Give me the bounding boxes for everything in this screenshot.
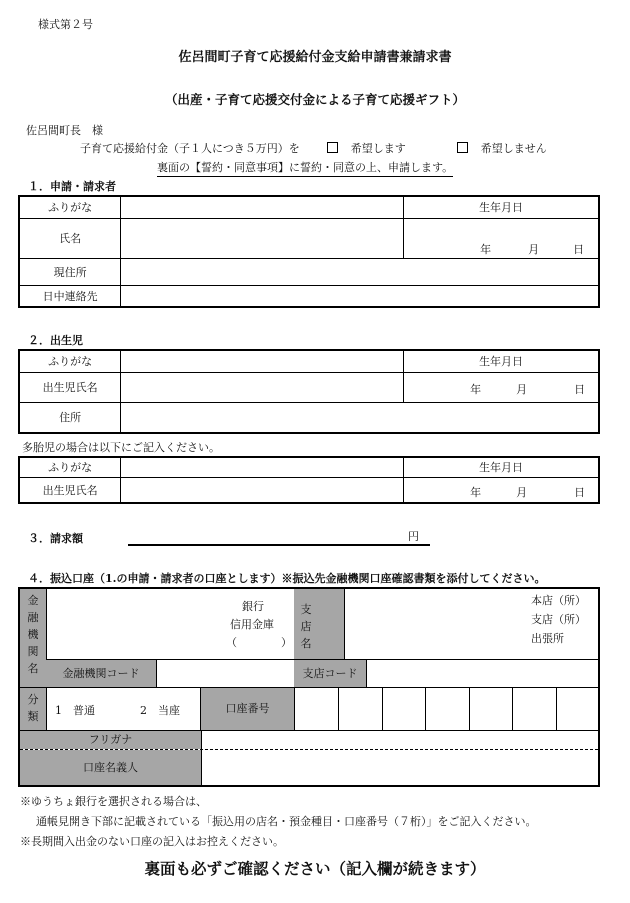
section1-heading: １．申請・請求者 bbox=[28, 180, 116, 193]
wish-yes-checkbox[interactable] bbox=[327, 142, 338, 153]
holder-kana-field[interactable] bbox=[202, 731, 598, 749]
section2-heading: ２．出生児 bbox=[28, 334, 83, 347]
bank-type-shinkin: 信用金庫 bbox=[230, 618, 274, 631]
applicant-address-field[interactable] bbox=[121, 258, 599, 285]
multi-birth-day: 日 bbox=[574, 485, 586, 499]
request-text: 子育て応援給付金（子１人につき５万円）を bbox=[80, 142, 300, 155]
applicant-name-label: 氏名 bbox=[19, 218, 121, 258]
branch-code-field[interactable] bbox=[367, 660, 598, 687]
applicant-contact-label: 日中連絡先 bbox=[19, 285, 121, 307]
digit-divider bbox=[512, 688, 513, 730]
branch-name-label bbox=[294, 589, 345, 659]
branch-name-field[interactable] bbox=[344, 589, 598, 659]
holder-kana-label: フリガナ bbox=[20, 731, 202, 749]
digit-divider bbox=[425, 688, 426, 730]
claim-amount-field[interactable] bbox=[128, 527, 430, 546]
multiple-birth-note: 多胎児の場合は以下にご記入ください。 bbox=[22, 441, 220, 454]
branch-label-char: 支 bbox=[300, 603, 312, 616]
multi-furigana-label: ふりがな bbox=[19, 457, 121, 477]
bank-account-table bbox=[18, 587, 600, 787]
applicant-table bbox=[18, 195, 600, 308]
applicant-name-input[interactable] bbox=[121, 232, 403, 245]
digit-divider bbox=[469, 688, 470, 730]
applicant-furigana-field[interactable] bbox=[121, 196, 404, 218]
applicant-birth-month: 月 bbox=[528, 242, 540, 256]
multi-birth-month: 月 bbox=[516, 485, 528, 499]
bank-type-paren: （ ） bbox=[226, 636, 292, 649]
section4-heading: ４．振込口座（1.の申請・請求者の口座とします）※振込先金融機関口座確認書類を添付してください。 bbox=[28, 572, 546, 585]
applicant-furigana-label: ふりがな bbox=[19, 196, 121, 218]
account-type-label bbox=[20, 688, 47, 730]
footer-notice: 裏面も必ずご確認ください（記入欄が続きます） bbox=[144, 859, 486, 878]
holder-name-field[interactable] bbox=[202, 750, 598, 785]
bank-name-label bbox=[20, 589, 47, 687]
child-address-label: 住所 bbox=[19, 402, 121, 433]
applicant-birth-field[interactable] bbox=[404, 218, 599, 258]
applicant-contact-field[interactable] bbox=[121, 285, 599, 307]
multi-furigana-field[interactable] bbox=[121, 457, 404, 477]
branch-label-char: 店 bbox=[300, 620, 312, 633]
applicant-name-field[interactable] bbox=[121, 218, 404, 258]
applicant-birth-label: 生年月日 bbox=[404, 196, 599, 218]
child-birth-day: 日 bbox=[574, 382, 586, 396]
applicant-contact-input[interactable] bbox=[121, 289, 598, 302]
type-label-char: 分 bbox=[27, 693, 39, 706]
page-title: 佐呂間町子育て応援給付金支給申請書兼請求書 bbox=[178, 50, 452, 65]
branch-type-main: 本店（所） bbox=[531, 594, 586, 607]
account-number-label: 口座番号 bbox=[201, 688, 295, 730]
multi-furigana-input[interactable] bbox=[121, 461, 403, 474]
bank-label-char: 関 bbox=[27, 645, 39, 658]
applicant-birth-year: 年 bbox=[480, 242, 492, 256]
child-furigana-input[interactable] bbox=[121, 355, 403, 368]
child-address-field[interactable] bbox=[121, 402, 599, 433]
multi-birth-field[interactable] bbox=[404, 477, 599, 503]
digit-divider bbox=[556, 688, 557, 730]
child-address-input[interactable] bbox=[121, 411, 598, 424]
request-line bbox=[80, 140, 547, 156]
account-type-field[interactable] bbox=[46, 688, 201, 730]
digit-divider bbox=[382, 688, 383, 730]
child-birth-label: 生年月日 bbox=[404, 350, 599, 372]
section3-heading: ３．請求額 bbox=[28, 532, 83, 545]
child-birth-field[interactable] bbox=[404, 372, 599, 402]
child-table bbox=[18, 349, 600, 434]
bank-name-field[interactable] bbox=[46, 589, 295, 659]
multiple-child-table bbox=[18, 456, 600, 504]
wish-no-checkbox[interactable] bbox=[457, 142, 468, 153]
branch-type-office: 出張所 bbox=[531, 632, 564, 645]
type-label-char: 類 bbox=[27, 710, 39, 723]
digit-divider bbox=[338, 688, 339, 730]
wish-no-label: 希望しません bbox=[480, 142, 547, 155]
applicant-birth-day: 日 bbox=[573, 242, 585, 256]
multi-name-input[interactable] bbox=[121, 483, 403, 496]
multi-name-field[interactable] bbox=[121, 477, 404, 503]
bank-type-bank: 銀行 bbox=[242, 600, 264, 613]
child-furigana-field[interactable] bbox=[121, 350, 404, 372]
applicant-address-input[interactable] bbox=[121, 265, 598, 278]
child-furigana-label: ふりがな bbox=[19, 350, 121, 372]
form-number: 様式第２号 bbox=[38, 18, 93, 31]
addressee: 佐呂間町長 様 bbox=[26, 124, 103, 137]
branch-type-branch: 支店（所） bbox=[531, 613, 586, 626]
multi-birth-label: 生年月日 bbox=[404, 457, 599, 477]
bank-code-field[interactable] bbox=[157, 660, 295, 687]
type-normal-option[interactable]: 1 普通 bbox=[55, 704, 95, 717]
bank-code-label: 金融機関コード bbox=[46, 660, 157, 687]
branch-label-char: 名 bbox=[300, 637, 312, 650]
bank-label-char: 機 bbox=[27, 628, 39, 641]
child-name-input[interactable] bbox=[121, 381, 403, 394]
child-birth-year: 年 bbox=[470, 382, 482, 396]
wish-yes-label: 希望します bbox=[350, 142, 406, 155]
child-name-label: 出生児氏名 bbox=[19, 372, 121, 402]
bank-label-char: 金 bbox=[27, 594, 39, 607]
holder-name-label: 口座名義人 bbox=[20, 750, 202, 785]
note-yucho: ※ゆうちょ銀行を選択される場合は、 bbox=[20, 795, 207, 808]
page-subtitle: （出産・子育て応援交付金による子育て応援ギフト） bbox=[164, 92, 465, 107]
multi-birth-year: 年 bbox=[470, 485, 482, 499]
child-name-field[interactable] bbox=[121, 372, 404, 402]
pledge-line: 裏面の【誓約・同意事項】に誓約・同意の上、申請します。 bbox=[157, 159, 453, 177]
child-birth-month: 月 bbox=[516, 382, 528, 396]
claim-amount-unit: 円 bbox=[408, 530, 419, 543]
applicant-furigana-input[interactable] bbox=[121, 201, 403, 214]
applicant-address-label: 現住所 bbox=[19, 258, 121, 285]
bank-label-char: 融 bbox=[27, 611, 39, 624]
note-passbook: 通帳見開き下部に記載されている「振込用の店名・預金種目・口座番号（７桁）」をご記入ください。 bbox=[36, 815, 537, 828]
multi-name-label: 出生児氏名 bbox=[19, 477, 121, 503]
bank-label-char: 名 bbox=[27, 662, 39, 675]
account-number-field[interactable] bbox=[295, 688, 598, 730]
branch-code-label: 支店コード bbox=[294, 660, 367, 687]
type-current-option[interactable]: 2 当座 bbox=[140, 704, 180, 717]
note-dormant: ※長期間入出金のない口座の記入はお控えください。 bbox=[20, 835, 284, 848]
